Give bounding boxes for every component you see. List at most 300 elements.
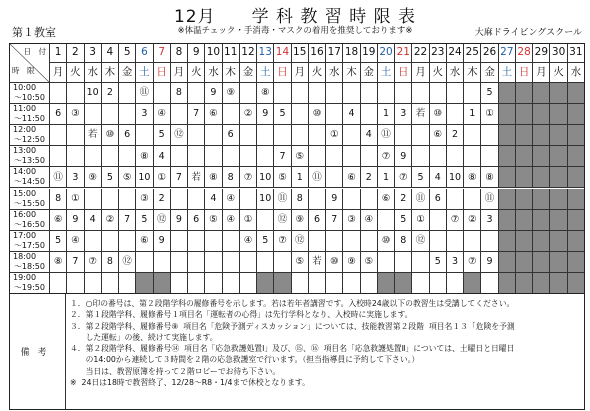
lesson-cell: ⑪ xyxy=(481,189,498,210)
lesson-cell: ⑤ xyxy=(205,210,222,231)
lesson-cell: ⑫ xyxy=(119,252,136,273)
weekday-header: 月 xyxy=(50,63,67,83)
lesson-cell xyxy=(257,146,274,167)
lesson-cell: ⑧ xyxy=(464,167,481,188)
lesson-cell xyxy=(119,104,136,125)
lesson-cell xyxy=(430,146,447,167)
lesson-cell: ② xyxy=(102,210,119,231)
hygiene-notice: ※体温チェック・手消毒・マスクの着用を推奨しております※ xyxy=(177,26,413,36)
lesson-cell xyxy=(188,273,205,294)
closed-cell xyxy=(568,252,585,273)
lesson-cell: ⑥ xyxy=(378,189,395,210)
lesson-cell: ⑫ xyxy=(274,210,291,231)
lesson-cell: 10 xyxy=(257,167,274,188)
lesson-cell: 6 xyxy=(188,210,205,231)
lesson-cell: 若 xyxy=(188,167,205,188)
lesson-cell: ⑪ xyxy=(274,189,291,210)
lesson-cell: ⑫ xyxy=(292,231,309,252)
remarks-section xyxy=(9,294,585,410)
period-start-time: 12:00 xyxy=(13,125,37,135)
weekday-header: 水 xyxy=(326,63,343,83)
lesson-cell: ⑪ xyxy=(309,167,326,188)
closed-cell xyxy=(499,231,516,252)
period-end-time: ～17:50 xyxy=(13,240,45,250)
lesson-cell xyxy=(67,146,84,167)
lesson-cell: 7 xyxy=(171,167,188,188)
lesson-cell xyxy=(309,231,326,252)
closed-cell xyxy=(533,189,550,210)
lesson-cell xyxy=(154,83,171,104)
lesson-cell xyxy=(119,273,136,294)
closed-cell xyxy=(516,210,533,231)
lesson-cell: ⑩ xyxy=(430,104,447,125)
period-time-cell xyxy=(9,252,50,273)
lesson-cell xyxy=(102,273,119,294)
weekday-header: 土 xyxy=(136,63,153,83)
closed-cell xyxy=(154,273,171,294)
lesson-cell: ⑩ xyxy=(309,104,326,125)
lesson-cell: 8 xyxy=(223,167,240,188)
period-start-time: 10:00 xyxy=(13,83,37,92)
closed-cell xyxy=(568,210,585,231)
period-end-time: ～13:50 xyxy=(13,156,45,166)
lesson-cell: ⑧ xyxy=(136,146,153,167)
period-time-cell xyxy=(9,167,50,188)
closed-cell xyxy=(257,273,274,294)
lesson-cell xyxy=(102,189,119,210)
lesson-cell xyxy=(257,125,274,146)
lesson-cell xyxy=(223,146,240,167)
lesson-cell xyxy=(102,104,119,125)
remark-line: １．○印の番号は、第２段階学科の履修番号を示します。若は若年者講習です。入校時24歳以下の教習生は受講してください。 xyxy=(70,299,515,308)
lesson-cell xyxy=(309,83,326,104)
day-number-header: 5 xyxy=(119,43,136,63)
weekday-header: 火 xyxy=(188,63,205,83)
lesson-cell xyxy=(50,125,67,146)
lesson-cell: 3 xyxy=(136,104,153,125)
weekday-header: 日 xyxy=(154,63,171,83)
lesson-cell xyxy=(326,146,343,167)
lesson-cell xyxy=(309,189,326,210)
closed-cell xyxy=(516,231,533,252)
lesson-cell: ⑪ xyxy=(378,125,395,146)
weekday-header: 火 xyxy=(309,63,326,83)
lesson-cell xyxy=(481,273,498,294)
lesson-cell xyxy=(464,146,481,167)
lesson-cell xyxy=(343,189,360,210)
day-number-header: 9 xyxy=(188,43,205,63)
room-label: 第１教室 xyxy=(12,26,56,39)
day-number-header: 17 xyxy=(326,43,343,63)
lesson-cell xyxy=(257,252,274,273)
lesson-cell: 6 xyxy=(223,125,240,146)
lesson-cell: ⑧ xyxy=(50,252,67,273)
lesson-cell xyxy=(223,252,240,273)
lesson-cell: ⑦ xyxy=(274,231,291,252)
weekday-header: 火 xyxy=(430,63,447,83)
lesson-cell xyxy=(343,273,360,294)
lesson-cell: 5 xyxy=(412,167,429,188)
lesson-cell: 2 xyxy=(395,189,412,210)
day-number-header: 30 xyxy=(550,43,567,63)
day-number-header: 29 xyxy=(533,43,550,63)
lesson-cell: 6 xyxy=(50,104,67,125)
lesson-cell xyxy=(240,189,257,210)
period-end-time: ～15:50 xyxy=(13,198,45,208)
lesson-cell xyxy=(102,146,119,167)
remarks-body xyxy=(70,298,578,388)
lesson-cell: 3 xyxy=(481,210,498,231)
closed-cell xyxy=(499,252,516,273)
closed-cell xyxy=(568,83,585,104)
lesson-cell: 7 xyxy=(274,146,291,167)
lesson-cell xyxy=(50,273,67,294)
lesson-cell: 9 xyxy=(326,189,343,210)
lesson-cell xyxy=(447,146,464,167)
day-number-header: 28 xyxy=(516,43,533,63)
remark-line: ２．第１段階学科、履修番号１項目名「運転者の心得」は先行学科となり、入校時に実施します。 xyxy=(70,310,413,320)
remark-line: ４．第２段階学科、履修番号⑭ 項目名「応急救護処置Ⅰ」及び、⑮、⑯ 項目名「応急救護処置Ⅱ」については、土曜日と日曜日 xyxy=(70,344,515,354)
day-number-header: 25 xyxy=(464,43,481,63)
period-time-cell xyxy=(9,146,50,167)
weekday-header: 金 xyxy=(481,63,498,83)
closed-cell xyxy=(464,273,481,294)
lesson-cell: ④ xyxy=(154,104,171,125)
lesson-cell xyxy=(85,273,102,294)
weekday-header: 木 xyxy=(343,63,360,83)
lesson-cell xyxy=(361,104,378,125)
day-number-header: 2 xyxy=(67,43,84,63)
lesson-cell xyxy=(395,252,412,273)
lesson-cell: 2 xyxy=(102,83,119,104)
lesson-cell xyxy=(240,146,257,167)
lesson-cell xyxy=(343,125,360,146)
lesson-cell xyxy=(292,83,309,104)
lesson-cell: 1 xyxy=(292,167,309,188)
closed-cell xyxy=(568,104,585,125)
lesson-cell xyxy=(171,252,188,273)
lesson-cell: 4 xyxy=(85,210,102,231)
lesson-cell: 5 xyxy=(481,83,498,104)
lesson-cell xyxy=(309,125,326,146)
lesson-cell xyxy=(378,210,395,231)
lesson-cell: 5 xyxy=(154,125,171,146)
closed-cell xyxy=(516,252,533,273)
lesson-cell xyxy=(343,231,360,252)
period-start-time: 17:00 xyxy=(13,230,37,240)
lesson-cell xyxy=(343,146,360,167)
weekday-header: 水 xyxy=(447,63,464,83)
lesson-cell xyxy=(188,189,205,210)
lesson-cell: ⑫ xyxy=(171,125,188,146)
lesson-cell xyxy=(326,273,343,294)
lesson-cell: 2 xyxy=(447,125,464,146)
period-end-time: ～14:50 xyxy=(13,177,45,187)
period-end-time: ～16:50 xyxy=(13,219,45,229)
closed-cell xyxy=(568,125,585,146)
day-number-header: 13 xyxy=(257,43,274,63)
lesson-cell xyxy=(171,231,188,252)
weekday-header: 土 xyxy=(499,63,516,83)
lesson-cell: ⑩ xyxy=(326,252,343,273)
lesson-cell: 4 xyxy=(154,146,171,167)
lesson-cell: 9 xyxy=(481,252,498,273)
closed-cell xyxy=(136,273,153,294)
day-number-header: 4 xyxy=(102,43,119,63)
lesson-cell: ① xyxy=(412,210,429,231)
lesson-cell: 8 xyxy=(171,83,188,104)
lesson-cell xyxy=(326,104,343,125)
lesson-cell xyxy=(240,125,257,146)
lesson-cell: 7 xyxy=(326,210,343,231)
lesson-cell: ⑦ xyxy=(395,167,412,188)
lesson-cell: 4 xyxy=(361,125,378,146)
lesson-cell: 8 xyxy=(395,231,412,252)
weekday-header: 土 xyxy=(378,63,395,83)
lesson-cell xyxy=(171,273,188,294)
closed-cell xyxy=(499,146,516,167)
lesson-cell xyxy=(361,231,378,252)
period-end-time: ～18:50 xyxy=(13,261,45,271)
lesson-cell: ④ xyxy=(361,210,378,231)
weekday-header: 木 xyxy=(223,63,240,83)
lesson-cell xyxy=(119,231,136,252)
day-number-header: 31 xyxy=(568,43,585,63)
weekday-header: 火 xyxy=(550,63,567,83)
schedule-table xyxy=(9,43,585,294)
lesson-cell: 5 xyxy=(136,210,153,231)
period-time-cell xyxy=(9,104,50,125)
lesson-cell xyxy=(430,210,447,231)
lesson-cell xyxy=(223,231,240,252)
weekday-header: 金 xyxy=(240,63,257,83)
weekday-header: 月 xyxy=(412,63,429,83)
lesson-cell: ⑨ xyxy=(292,210,309,231)
lesson-cell: ⑥ xyxy=(205,104,222,125)
closed-cell xyxy=(395,273,412,294)
page-title: 12月 学 科 教 習 時 限 表 xyxy=(173,7,417,27)
lesson-cell: 3 xyxy=(395,104,412,125)
day-number-header: 1 xyxy=(50,43,67,63)
lesson-cell: ③ xyxy=(343,210,360,231)
lesson-cell xyxy=(464,125,481,146)
lesson-cell: 2 xyxy=(154,189,171,210)
remark-line: 当日は、教習原簿を持って２階ロビーでお待ち下さい。 xyxy=(70,366,281,376)
lesson-cell xyxy=(136,252,153,273)
closed-cell xyxy=(550,231,567,252)
period-time-cell xyxy=(9,189,50,210)
lesson-cell: ③ xyxy=(67,104,84,125)
closed-cell xyxy=(550,252,567,273)
lesson-cell xyxy=(447,273,464,294)
day-number-header: 14 xyxy=(274,43,291,63)
lesson-cell xyxy=(326,231,343,252)
lesson-cell: ⑤ xyxy=(119,167,136,188)
lesson-cell: 10 xyxy=(257,189,274,210)
lesson-cell xyxy=(50,83,67,104)
lesson-cell: 8 xyxy=(102,252,119,273)
school-name: 大麻ドライビングスクール xyxy=(474,28,582,38)
lesson-cell xyxy=(274,252,291,273)
day-number-header: 18 xyxy=(343,43,360,63)
closed-cell xyxy=(550,146,567,167)
closed-cell xyxy=(378,273,395,294)
lesson-cell xyxy=(447,104,464,125)
closed-cell xyxy=(550,189,567,210)
closed-cell xyxy=(274,273,291,294)
lesson-cell xyxy=(119,146,136,167)
lesson-cell xyxy=(188,252,205,273)
lesson-cell: ⑧ xyxy=(481,167,498,188)
closed-cell xyxy=(533,252,550,273)
lesson-cell: 7 xyxy=(119,210,136,231)
closed-cell xyxy=(533,167,550,188)
lesson-cell: ⑤ xyxy=(292,146,309,167)
period-time-cell xyxy=(9,125,50,146)
lesson-cell xyxy=(223,104,240,125)
lesson-cell xyxy=(326,167,343,188)
period-end-time: ～10:50 xyxy=(13,93,45,103)
lesson-cell xyxy=(430,83,447,104)
closed-cell xyxy=(550,125,567,146)
period-start-time: 18:00 xyxy=(13,251,37,261)
period-start-time: 13:00 xyxy=(13,146,37,156)
lesson-cell xyxy=(102,231,119,252)
lesson-cell xyxy=(85,146,102,167)
lesson-cell xyxy=(378,252,395,273)
closed-cell xyxy=(499,189,516,210)
weekday-header: 日 xyxy=(516,63,533,83)
lesson-cell xyxy=(447,189,464,210)
lesson-cell: ⑤ xyxy=(274,167,291,188)
remark-line: ※ 24日は18時で教習終了、12/28～R8・1/4まで休校となります。 xyxy=(70,378,310,388)
lesson-cell: 6 xyxy=(430,189,447,210)
lesson-cell: 9 xyxy=(257,104,274,125)
lesson-cell: ⑩ xyxy=(102,125,119,146)
corner-cell xyxy=(9,43,50,83)
lesson-cell: ⑦ xyxy=(378,146,395,167)
lesson-cell: ⑫ xyxy=(154,210,171,231)
remark-line: の14:00から連続して３時間を２階の応急救護室で行います。（担当指導員に予約して下さい。） xyxy=(70,355,420,365)
lesson-cell: ⑪ xyxy=(136,83,153,104)
lesson-cell xyxy=(481,125,498,146)
lesson-cell xyxy=(67,273,84,294)
period-start-time: 14:00 xyxy=(13,167,37,177)
lesson-cell xyxy=(361,273,378,294)
closed-cell xyxy=(533,146,550,167)
weekday-header: 水 xyxy=(568,63,585,83)
lesson-cell: 3 xyxy=(447,252,464,273)
lesson-cell: ⑥ xyxy=(50,210,67,231)
weekday-header: 日 xyxy=(395,63,412,83)
lesson-cell xyxy=(223,273,240,294)
period-time-cell xyxy=(9,273,50,294)
lesson-cell: 7 xyxy=(188,104,205,125)
lesson-cell: ⑥ xyxy=(136,231,153,252)
lesson-cell xyxy=(378,83,395,104)
lesson-cell xyxy=(481,231,498,252)
lesson-cell xyxy=(67,125,84,146)
closed-cell xyxy=(516,125,533,146)
closed-cell xyxy=(568,167,585,188)
lesson-cell: 7 xyxy=(67,252,84,273)
lesson-cell xyxy=(361,189,378,210)
lesson-cell: 8 xyxy=(292,189,309,210)
weekday-header: 金 xyxy=(361,63,378,83)
day-number-header: 19 xyxy=(361,43,378,63)
corner-period-label: 時 限 xyxy=(12,65,35,75)
closed-cell xyxy=(533,231,550,252)
closed-cell xyxy=(516,167,533,188)
lesson-cell: ⑥ xyxy=(343,167,360,188)
closed-cell xyxy=(516,146,533,167)
lesson-cell xyxy=(464,83,481,104)
lesson-cell: ⑥ xyxy=(430,125,447,146)
lesson-cell: ① xyxy=(326,125,343,146)
lesson-cell: 1 xyxy=(464,104,481,125)
lesson-cell: 4 xyxy=(205,189,222,210)
lesson-cell xyxy=(412,83,429,104)
lesson-cell xyxy=(395,125,412,146)
lesson-cell xyxy=(205,231,222,252)
day-number-header: 15 xyxy=(292,43,309,63)
lesson-cell xyxy=(361,146,378,167)
period-end-time: ～12:50 xyxy=(13,135,45,145)
weekday-header: 水 xyxy=(205,63,222,83)
closed-cell xyxy=(550,83,567,104)
lesson-cell xyxy=(274,83,291,104)
lesson-cell xyxy=(447,83,464,104)
lesson-cell xyxy=(395,83,412,104)
lesson-cell xyxy=(343,83,360,104)
lesson-cell: ⑦ xyxy=(85,252,102,273)
lesson-cell: 5 xyxy=(102,167,119,188)
lesson-cell: 2 xyxy=(361,167,378,188)
lesson-cell xyxy=(412,125,429,146)
remark-line: した運転」の後、続けて実施します。 xyxy=(70,332,218,342)
day-number-header: 8 xyxy=(171,43,188,63)
lesson-cell: ⑨ xyxy=(85,167,102,188)
day-number-header: 23 xyxy=(430,43,447,63)
day-number-header: 12 xyxy=(240,43,257,63)
closed-cell xyxy=(568,273,585,294)
day-number-header: 3 xyxy=(85,43,102,63)
day-number-header: 24 xyxy=(447,43,464,63)
day-number-header: 16 xyxy=(309,43,326,63)
day-number-header: 20 xyxy=(378,43,395,63)
lesson-cell xyxy=(447,231,464,252)
lesson-cell xyxy=(240,83,257,104)
weekday-header: 月 xyxy=(533,63,550,83)
lesson-cell: 4 xyxy=(343,104,360,125)
weekday-header: 水 xyxy=(85,63,102,83)
lesson-cell: 3 xyxy=(67,167,84,188)
lesson-cell xyxy=(119,83,136,104)
weekday-header: 金 xyxy=(119,63,136,83)
weekday-header: 月 xyxy=(171,63,188,83)
lesson-cell: ⑦ xyxy=(464,252,481,273)
lesson-cell: ④ xyxy=(240,231,257,252)
lesson-cell xyxy=(171,104,188,125)
closed-cell xyxy=(499,167,516,188)
lesson-cell: ⑦ xyxy=(240,167,257,188)
lesson-cell xyxy=(171,189,188,210)
closed-cell xyxy=(550,167,567,188)
lesson-cell: ② xyxy=(464,210,481,231)
lesson-cell xyxy=(85,189,102,210)
weekday-header: 土 xyxy=(257,63,274,83)
closed-cell xyxy=(499,83,516,104)
